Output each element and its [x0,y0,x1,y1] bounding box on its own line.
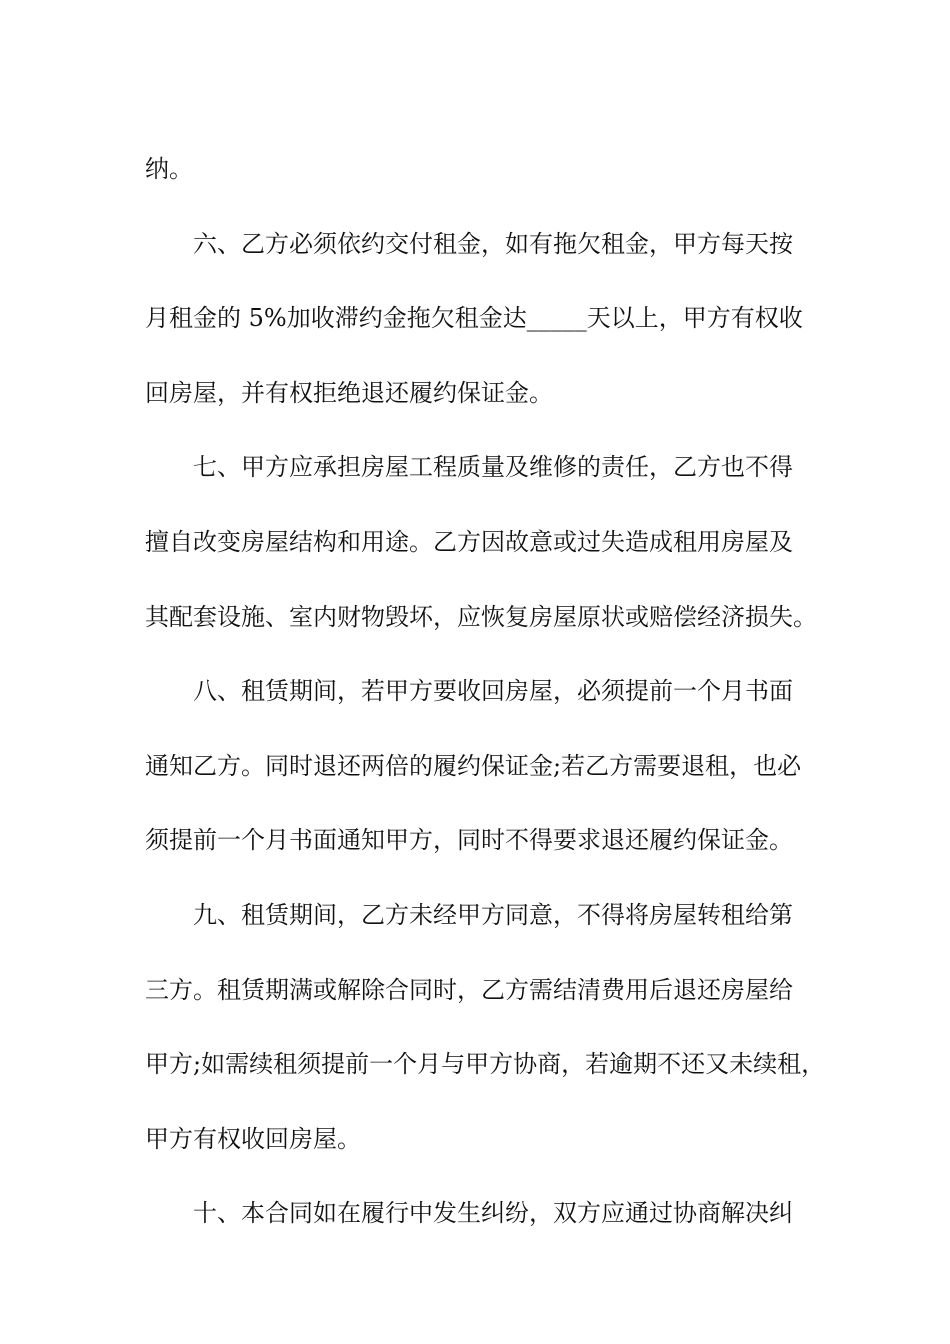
clause-6-line-2: 月租金的 5%加收滞约金拖欠租金达_____天以上，甲方有权收 [145,304,803,333]
clause-6-line-1: 六、乙方必须依约交付租金，如有拖欠租金，甲方每天按 [193,229,793,258]
clause-7-line-2: 擅自改变房屋结构和用途。乙方因故意或过失造成租用房屋及 [145,527,793,556]
clause-8-line-1: 八、租赁期间，若甲方要收回房屋，必须提前一个月书面 [193,677,793,706]
clause-9-line-2: 三方。租赁期满或解除合同时，乙方需结清费用后退还房屋给 [145,975,793,1004]
clause-10-line-1: 十、本合同如在履行中发生纠纷，双方应通过协商解决纠 [193,1199,793,1228]
clause-9-line-4: 甲方有权收回房屋。 [145,1124,361,1153]
clause-7-line-3: 其配套设施、室内财物毁坏，应恢复房屋原状或赔偿经济损失。 [145,602,817,631]
clause-8-line-3: 须提前一个月书面通知甲方，同时不得要求退还履约保证金。 [145,826,793,855]
clause-6-line-3: 回房屋，并有权拒绝退还履约保证金。 [145,378,553,407]
text-line: 纳。 [145,155,193,183]
contract-text [145,132,835,1251]
clause-8-line-2: 通知乙方。同时退还两倍的履约保证金;若乙方需要退租，也必 [145,751,802,780]
clause-9-line-3: 甲方;如需续租须提前一个月与甲方协商，若逾期不还又未续租， [145,1050,826,1079]
clause-9-line-1: 九、租赁期间，乙方未经甲方同意，不得将房屋转租给第 [193,900,793,929]
clause-7-line-1: 七、甲方应承担房屋工程质量及维修的责任，乙方也不得 [193,453,793,482]
